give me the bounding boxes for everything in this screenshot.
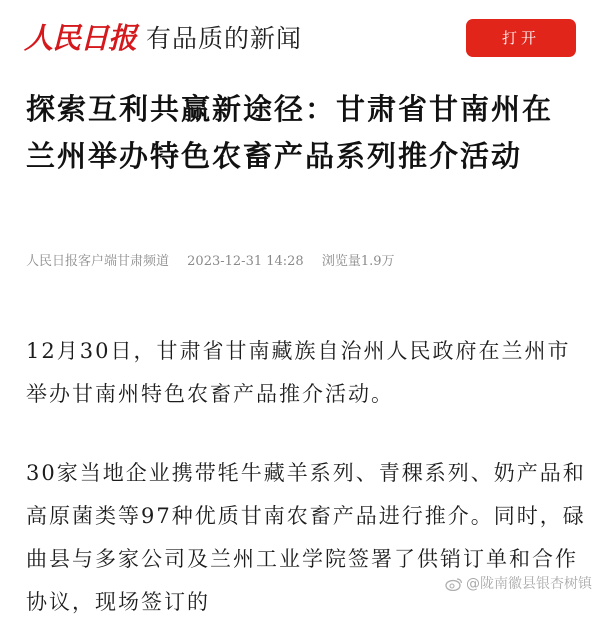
article-title: 探索互利共赢新途径：甘肃省甘南州在兰州举办特色农畜产品系列推介活动 [26,92,554,173]
weibo-icon [445,577,463,591]
article-source[interactable]: 人民日报客户端甘肃频道 [26,254,170,269]
open-app-button[interactable]: 打开 [466,19,576,57]
weibo-watermark [445,572,592,596]
app-header [0,0,600,76]
watermark-text: @陇南徽县银杏树镇 [466,576,592,592]
header-slogan: 有品质的新闻 [146,24,303,53]
peoples-daily-logo: 人民日报 [24,21,137,55]
article-paragraph: 12月30日，甘肃省甘南藏族自治州人民政府在兰州市举办甘南州特色农畜产品推介活动。 [26,339,571,406]
article-time: 2023-12-31 14:28 [187,254,304,269]
article-meta [26,250,586,274]
article-paragraph: 30家当地企业携带牦牛藏羊系列、青稞系列、奶产品和高原菌类等97种优质甘南农畜产品进行推介。同时，碌曲县与多家公司及兰州工业学院签署了供销订单和合作协议，现场签订的 [26,461,586,614]
article-views: 浏览量1.9万 [321,254,395,269]
